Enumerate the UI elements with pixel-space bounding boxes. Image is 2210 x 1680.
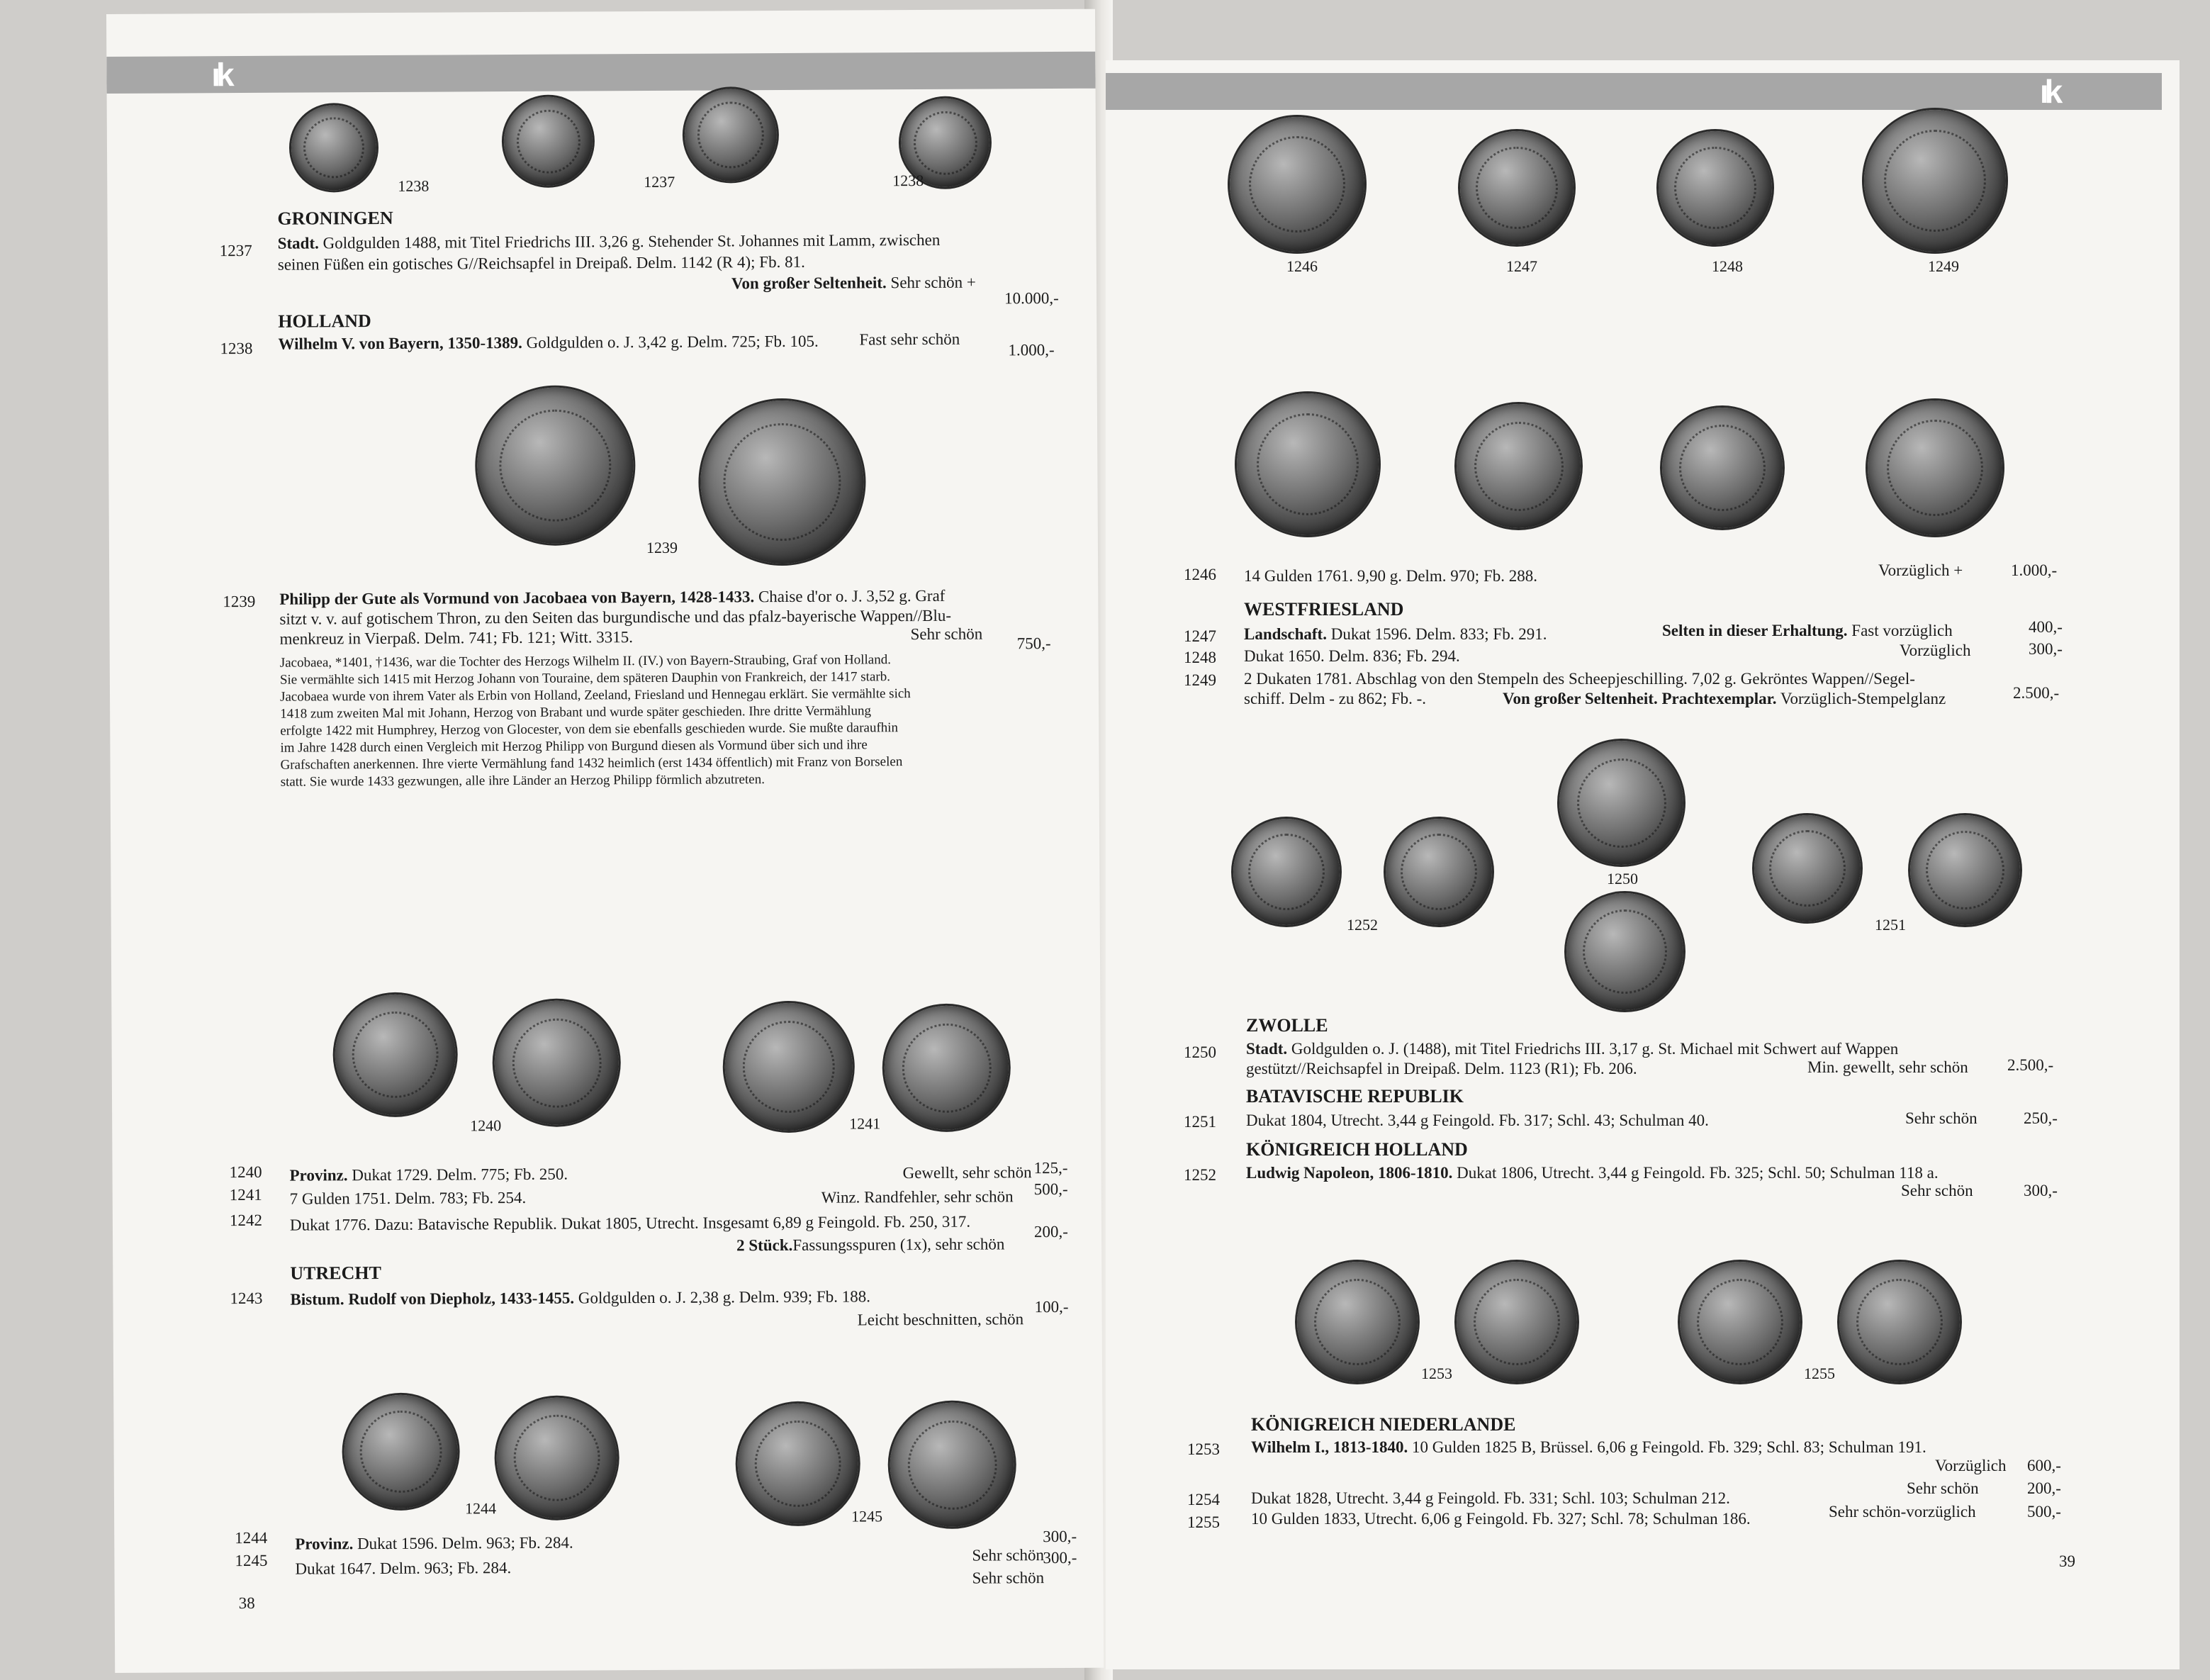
lot-description: Ludwig Napoleon, 1806-1810. Dukat 1806, Utrecht. 3,44 g Feingold. Fb. 325; Schl. 50; Schulman 118 a. [1246,1164,1939,1182]
lot-description: Wilhelm V. von Bayern, 1350-1389. Goldgulden o. J. 3,42 g. Delm. 725; Fb. 105. [278,332,819,353]
lot-price: 125,- [1033,1158,1068,1177]
coin-image [291,105,377,191]
lot-grade: Leicht beschnitten, schön [857,1310,1024,1329]
lot-number: 1242 [229,1211,262,1230]
coin-image [685,89,778,181]
lot-grade: Sehr schön-vorzüglich [1829,1503,1976,1521]
publisher-logo: ık [211,56,230,94]
lot-description: Stadt. Goldgulden o. J. (1488), mit Titel Friedrichs III. 3,17 g. St. Michael mit Schwert auf Wappen [1246,1040,1899,1058]
lot-description: sitzt v. v. auf gotischem Thron, zu den Seiten das burgundische und das pfalz-bayerische Wappen//Blu- [279,606,952,628]
lot-number: 1244 [235,1528,268,1547]
lot-price: 500,- [2027,1503,2061,1521]
lot-price: 750,- [1016,634,1051,653]
lot-number: 1247 [1184,627,1216,645]
coin-image [1233,819,1340,925]
lot-grade: Fast sehr schön [859,330,960,349]
lot-grade: Sehr schön [1901,1182,1973,1199]
lot-number: 1254 [1187,1491,1220,1508]
lot-description: Dukat 1647. Delm. 963; Fb. 284. [295,1559,512,1578]
lot-price: 500,- [1033,1180,1068,1199]
right-page [1106,60,2180,1669]
coin-image [1868,401,2002,535]
lot-number: 1239 [223,592,256,611]
coin-image [1460,131,1574,245]
lot-price: 100,- [1034,1297,1069,1316]
lot-description: Bistum. Rudolf von Diepholz, 1433-1455. Goldgulden o. J. 2,38 g. Delm. 939; Fb. 188. [290,1287,871,1309]
lot-price: 300,- [1043,1527,1077,1546]
lot-price: 1.000,- [2011,561,2058,579]
coin-image [504,96,593,186]
lot-grade: Selten in dieser Erhaltung. Fast vorzüglich [1662,622,1953,639]
section-heading: HOLLAND [278,310,371,332]
lot-number: 1240 [229,1163,262,1182]
coin-image [1864,110,2006,252]
section-heading: KÖNIGREICH NIEDERLANDE [1251,1414,1516,1435]
lot-number: 1250 [1184,1043,1216,1061]
lot-description: 2 Dukaten 1781. Abschlag von den Stempeln des Scheepjeschilling. 7,02 g. Gekröntes Wappen//Segel- [1244,670,1915,688]
coin-caption: 1247 [1506,257,1537,275]
coin-caption: 1253 [1421,1365,1452,1382]
section-heading: UTRECHT [290,1262,381,1284]
lot-grade: Sehr schön [1905,1109,1978,1127]
coin-image [1754,815,1861,922]
lot-grade: Sehr schön [910,625,983,644]
coin-image [1839,1262,1960,1382]
coin-caption: 1252 [1347,916,1378,934]
page-number: 39 [2059,1552,2075,1570]
left-page [106,9,1104,1673]
lot-price: 400,- [2029,618,2063,636]
lot-price: 200,- [1033,1222,1068,1241]
lot-grade: Vorzüglich + [1878,561,1963,579]
lot-description: 10 Gulden 1833, Utrecht. 6,06 g Feingold. Fb. 327; Schl. 78; Schulman 186. [1251,1510,1751,1528]
lot-number: 1241 [229,1185,262,1204]
lot-grade: Vorzüglich [1935,1457,2007,1474]
coin-caption: 1239 [646,538,678,557]
section-heading: GRONINGEN [277,207,393,229]
lot-price: 300,- [2024,1182,2058,1199]
lot-description: seinen Füßen ein gotisches G//Reichsapfel in Dreipaß. Delm. 1142 (R 4); Fb. 81. [277,252,805,274]
coin-caption: 1240 [470,1116,502,1135]
coin-caption: 1241 [849,1114,881,1133]
lot-grade: Sehr schön [1907,1479,1979,1497]
coin-image [1457,404,1581,528]
coin-caption: 1238 [398,177,430,195]
lot-price: 300,- [2029,640,2063,658]
coin-image [1237,393,1379,535]
lot-description: Dukat 1776. Dazu: Batavische Republik. Dukat 1805, Utrecht. Insgesamt 6,89 g Feingold. Fb. 250, 317. [289,1212,971,1234]
lot-price: 250,- [2024,1109,2058,1127]
coin-image [1680,1262,1800,1382]
lot-number: 1243 [230,1289,263,1308]
lot-number: 1252 [1184,1166,1216,1184]
coin-image [496,1397,617,1518]
coin-image [1662,408,1783,528]
section-heading: WESTFRIESLAND [1244,599,1404,620]
lot-number: 1255 [1187,1513,1220,1531]
page-number: 38 [238,1594,255,1613]
lot-description: Wilhelm I., 1813-1840. 10 Gulden 1825 B, Brüssel. 6,06 g Feingold. Fb. 329; Schl. 83; Schulman 191. [1251,1438,1926,1456]
lot-description: Philipp der Gute als Vormund von Jacobaea von Bayern, 1428-1433. Chaise d'or o. J. 3,52 g. Graf [279,586,946,608]
coin-image [1457,1262,1577,1382]
coin-caption: 1248 [1712,257,1743,275]
coin-image [1297,1262,1418,1382]
coin-image [344,1394,458,1508]
lot-grade: Gewellt, sehr schön [902,1163,1032,1182]
header-band [1106,73,2162,110]
lot-description: Dukat 1650. Delm. 836; Fb. 294. [1244,647,1460,665]
lot-grade: Vorzüglich [1900,642,1971,659]
lot-price: 300,- [1043,1548,1077,1567]
coin-image [335,994,456,1115]
lot-price: 10.000,- [1004,289,1059,308]
coin-image [1559,741,1683,865]
lot-description: 7 Gulden 1751. Delm. 783; Fb. 254. [289,1188,527,1208]
coin-image [1566,893,1683,1010]
lot-number: 1238 [220,339,253,358]
lot-grade: Sehr schön [972,1546,1045,1564]
lot-rarity: Von großer Seltenheit. Sehr schön + [731,273,976,293]
coin-caption: 1251 [1875,916,1906,934]
lot-price: 2.500,- [2013,684,2060,702]
lot-grade: Von großer Seltenheit. Prachtexemplar. Vorzüglich-Stempelglanz [1503,690,1946,707]
lot-grade: Min. gewellt, sehr schön [1807,1058,1968,1076]
coin-caption: 1237 [644,172,675,191]
lot-note: Jacobaea, *1401, †1436, war die Tochter des Herzogs Wilhelm II. (IV.) von Bayern-Straubing, Graf von Holland. Sie vermählte sich 1415 mit Herzog Johann von Touraine, dem späteren Dauphin von Frankreich, der 1417 starb. Jacobaea wurde von ihrem Vater als Erbin von Holland, Zeeland, Friesland und Hennegau erklärt. Sie vermählte sich 1418 zum zweiten Mal mit Johann, Herzog von Brabant und wurde später geschieden. Ihre dritte Vermählung erfolgte 1422 mit Humphrey, Herzog von Glocester, von dem sie ebenfalls geschieden wurde. Sie mußte daraufhin im Jahre 1428 durch einen Vergleich mit Herzog Philipp von Burgund diesen als Vormund über sich und ihre Grafschaften anerkennen. Ihre vierte Vermählung fand 1432 heimlich (erst 1434 öffentlich) mit Franz von Borselen statt. Sie wurde 1433 gezwungen, alle ihre Länder an Herzog Philipp förmlich abzutreten. [279,652,911,790]
coin-image [1659,131,1772,245]
lot-grade: Sehr schön [972,1569,1045,1587]
header-band [106,52,1095,94]
coin-caption: 1255 [1804,1365,1835,1382]
coin-caption: 1244 [464,1499,497,1518]
coin-caption: 1246 [1286,257,1318,275]
lot-description: menkreuz in Vierpaß. Delm. 741; Fb. 121; Witt. 3315. [279,628,633,648]
lot-number: 1248 [1184,649,1216,666]
coin-image [884,1005,1009,1130]
lot-number: 1246 [1184,566,1216,583]
section-heading: BATAVISCHE REPUBLIK [1246,1086,1464,1107]
coin-image [477,387,634,544]
coin-caption: 1245 [851,1507,883,1525]
lot-description: Stadt. Goldgulden 1488, mit Titel Friedrichs III. 3,26 g. Stehender St. Johannes mit Lamm, zwischen [277,230,941,252]
lot-price: 1.000,- [1008,341,1055,359]
lot-description: Landschaft. Dukat 1596. Delm. 833; Fb. 291. [1244,625,1547,643]
lot-price: 2.500,- [2007,1056,2054,1074]
coin-image [737,1403,858,1524]
coin-image [890,1402,1014,1527]
publisher-logo: ık [2039,73,2059,110]
coin-image [1910,815,2020,925]
coin-caption: 1250 [1607,870,1638,887]
lot-description: schiff. Delm - zu 862; Fb. -. [1244,690,1427,707]
coin-caption: 1249 [1928,257,1959,275]
section-heading: KÖNIGREICH HOLLAND [1246,1139,1468,1160]
lot-price: 200,- [2027,1479,2061,1497]
coin-image [724,1003,853,1131]
lot-number: 1249 [1184,671,1216,689]
lot-price: 600,- [2027,1457,2061,1474]
coin-image [1386,819,1492,925]
section-heading: ZWOLLE [1246,1015,1328,1036]
lot-grade: 2 Stück.Fassungsspuren (1x), sehr schön [736,1235,1005,1255]
lot-description: gestützt//Reichsapfel in Dreipaß. Delm. 1123 (R1); Fb. 206. [1246,1060,1637,1077]
lot-number: 1251 [1184,1113,1216,1131]
lot-description: Provinz. Dukat 1729. Delm. 775; Fb. 250. [289,1165,568,1185]
coin-image [700,400,864,564]
coin-image [1230,117,1364,252]
lot-number: 1253 [1187,1440,1220,1458]
lot-description: Provinz. Dukat 1596. Delm. 963; Fb. 284. [295,1533,573,1553]
coin-caption: 1238 [892,171,924,190]
lot-number: 1245 [235,1551,268,1570]
lot-description: Dukat 1828, Utrecht. 3,44 g Feingold. Fb. 331; Schl. 103; Schulman 212. [1251,1489,1730,1507]
lot-grade: Winz. Randfehler, sehr schön [821,1187,1014,1206]
lot-description: 14 Gulden 1761. 9,90 g. Delm. 970; Fb. 288. [1244,567,1537,585]
lot-number: 1237 [219,241,252,260]
lot-description: Dukat 1804, Utrecht. 3,44 g Feingold. Fb. 317; Schl. 43; Schulman 40. [1246,1111,1709,1129]
coin-image [494,1000,619,1125]
